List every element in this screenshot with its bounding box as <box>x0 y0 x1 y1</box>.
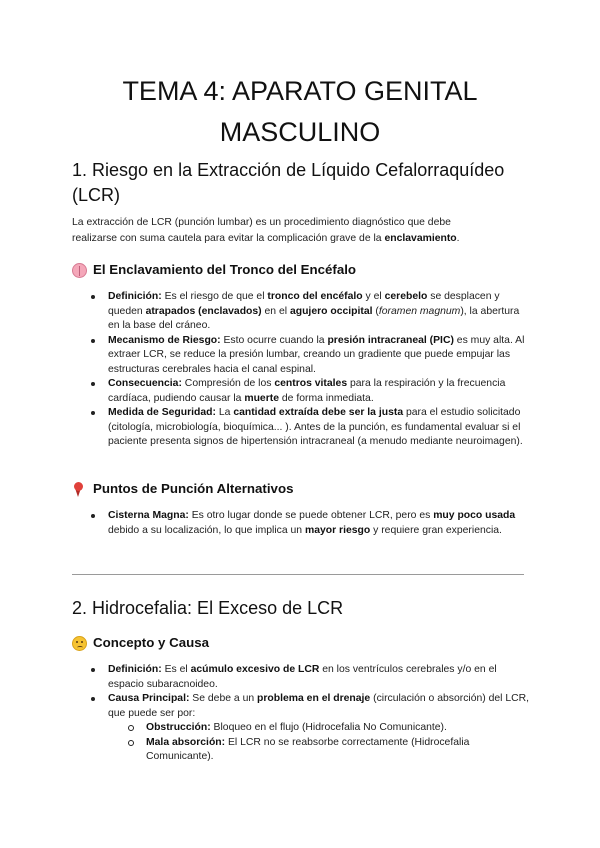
concepto-causa-list <box>90 663 530 765</box>
document-title <box>0 73 600 150</box>
list-item: Mecanismo de Riesgo: Esto ocurre cuando la presión intracraneal (PIC) es muy alta. Al extraer LCR, se reduce la presión lumbar, creando un gradiente que puede empujar las estructuras cerebrales hacia el canal espinal. <box>90 334 530 378</box>
document-title-line1: TEMA 4: APARATO GENITAL <box>122 76 478 106</box>
section1-heading <box>72 158 542 208</box>
sublist-item: Obstrucción: Bloqueo en el flujo (Hidrocefalia No Comunicante). <box>108 721 530 736</box>
list-item: Definición: Es el riesgo de que el tronco del encéfalo y el cerebelo se desplacen y queden atrapados (enclavados) en el agujero occipital (foramen magnum), la abertura en la base del cráneo. <box>90 290 530 334</box>
divider <box>72 574 524 575</box>
intro-line2: realizarse con suma cautela para evitar la complicación grave de la enclavamiento. <box>72 233 460 244</box>
section2-heading: 2. Hidrocefalia: El Exceso de LCR <box>72 598 344 618</box>
intro-bold-term: enclavamiento <box>384 233 457 244</box>
list-item: Cisterna Magna: Es otro lugar donde se puede obtener LCR, pero es muy poco usada debido a su localización, lo que implica un mayor riesgo y requiere gran experiencia. <box>90 509 530 538</box>
subheading-enclavamiento: El Enclavamiento del Tronco del Encéfalo <box>72 261 542 279</box>
sublist-item: Mala absorción: El LCR no se reabsorbe correctamente (Hidrocefalia Comunicante). <box>108 736 530 765</box>
list-item: Consecuencia: Compresión de los centros vitales para la respiración y la frecuencia cardíaca, pudiendo causar la muerte de forma inmediata. <box>90 377 530 406</box>
pushpin-icon <box>72 482 87 497</box>
dizzy-face-icon <box>72 636 87 651</box>
subheading-concepto-causa: Concepto y Causa <box>72 634 542 652</box>
list-item: Medida de Seguridad: La cantidad extraída debe ser la justa para el estudio solicitado (citología, microbiología, bioquímica... ). Antes de la punción, es fundamental evaluar si el paciente presenta signos de hipertensión intracraneal (a menudo mediante neuroimagen). <box>90 406 530 450</box>
causa-sublist <box>108 721 530 765</box>
section1-heading-line2: (LCR) <box>72 185 120 205</box>
document-title-line2: MASCULINO <box>219 117 381 147</box>
subheading-puntos-puncion: Puntos de Punción Alternativos <box>72 480 542 498</box>
list-item: Causa Principal: Se debe a un problema en el drenaje (circulación o absorción) del LCR, que puede ser por: Obstrucción: Bloqueo en el flujo (Hidrocefalia No Comunicante). Mala absorción: El LCR no se reabsorbe correctamente (Hidrocefalia Comunicante). <box>90 692 530 765</box>
section1-heading-line1: 1. Riesgo en la Extracción de Líquido Cefalorraquídeo <box>72 160 505 180</box>
section1-intro <box>72 215 542 247</box>
enclavamiento-list <box>90 290 530 450</box>
list-item: Definición: Es el acúmulo excesivo de LCR en los ventrículos cerebrales y/o en el espacio subaracnoideo. <box>90 663 530 692</box>
brain-icon <box>72 263 87 278</box>
intro-line1: La extracción de LCR (punción lumbar) es un procedimiento diagnóstico que debe <box>72 217 451 228</box>
puntos-puncion-list <box>90 509 530 538</box>
